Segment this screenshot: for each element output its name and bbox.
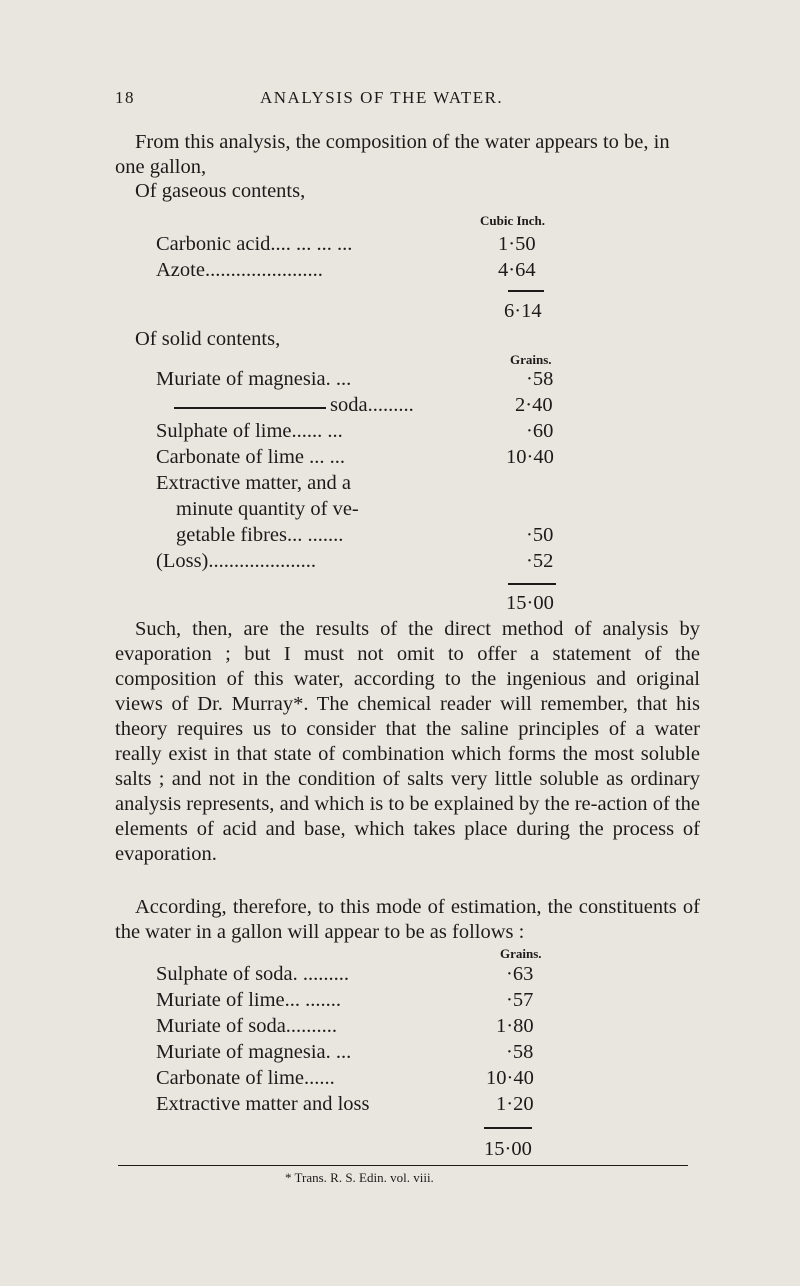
table-row: Muriate of magnesia. ... ·58 [156, 1041, 534, 1063]
intro-paragraph: From this analysis, the composition of the water appears to be, in one gallon, [115, 131, 670, 178]
sum-rule [508, 290, 544, 292]
table-row: Extractive matter and loss 1·20 [156, 1093, 534, 1115]
murray-total: 15·00 [484, 1138, 532, 1160]
table-row: getable fibres... ....... ·50 [176, 524, 554, 546]
page-number: 18 [115, 88, 135, 107]
solid-heading: Of solid contents, [135, 328, 281, 350]
row-label: Carbonic acid.... ... ... ... [156, 233, 353, 255]
sum-rule [508, 583, 556, 585]
table-row [156, 233, 576, 258]
table-row: minute quantity of ve- [176, 498, 359, 520]
table-row: Muriate of lime... ....... ·57 [156, 989, 534, 1011]
table-row: soda......... 2·40 [156, 394, 576, 419]
table-row: Carbonate of lime...... 10·40 [156, 1067, 534, 1089]
row-value: 4·64 [498, 259, 536, 281]
table-row [156, 259, 576, 284]
gaseous-total: 6·14 [504, 300, 542, 322]
footnote-rule [118, 1165, 688, 1166]
sum-rule [484, 1127, 532, 1129]
running-title: ANALYSIS OF THE WATER. [260, 88, 504, 107]
gaseous-unit-label: Cubic Inch. [480, 213, 546, 228]
table-row: (Loss)..................... ·52 [156, 550, 554, 572]
table-row: Sulphate of lime...... ... ·60 [156, 420, 554, 442]
table-row: Extractive matter, and a [156, 472, 351, 494]
body-paragraph-2: According, therefore, to this mode of estimation, the constituents of the water in a gallon will appear to be as follows : [115, 896, 700, 943]
row-label: Azote....................... [156, 259, 323, 281]
murray-unit-label: Grains. [500, 946, 542, 961]
gaseous-heading: Of gaseous contents, [135, 180, 306, 202]
row-value: 1·50 [498, 233, 536, 255]
solid-total: 15·00 [506, 592, 554, 614]
table-row: Carbonate of lime ... ... 10·40 [156, 446, 554, 468]
body-paragraph-1: Such, then, are the results of the direct method of analysis by evaporation ; but I must not omit to offer a statement of the composition of this water, according to the ingenious and original views of Dr. Murray*. The chemical reader will remember, that his theory requires us to consider that the saline principles of a water really exist in that state of combination which forms the most soluble salts ; and not in the condition of salts very little soluble as ordinary analysis represents, and which is to be explained by the re-action of the elements of acid and base, which takes place during the process of evaporation. [115, 618, 700, 865]
table-row: Sulphate of soda. ......... ·63 [156, 963, 534, 985]
ditto-dash [174, 407, 326, 409]
footnote: * Trans. R. S. Edin. vol. viii. [285, 1170, 434, 1185]
table-row: Muriate of magnesia. ... ·58 [156, 368, 554, 390]
table-row: Muriate of soda.......... 1·80 [156, 1015, 534, 1037]
solid-unit-label: Grains. [510, 352, 552, 367]
